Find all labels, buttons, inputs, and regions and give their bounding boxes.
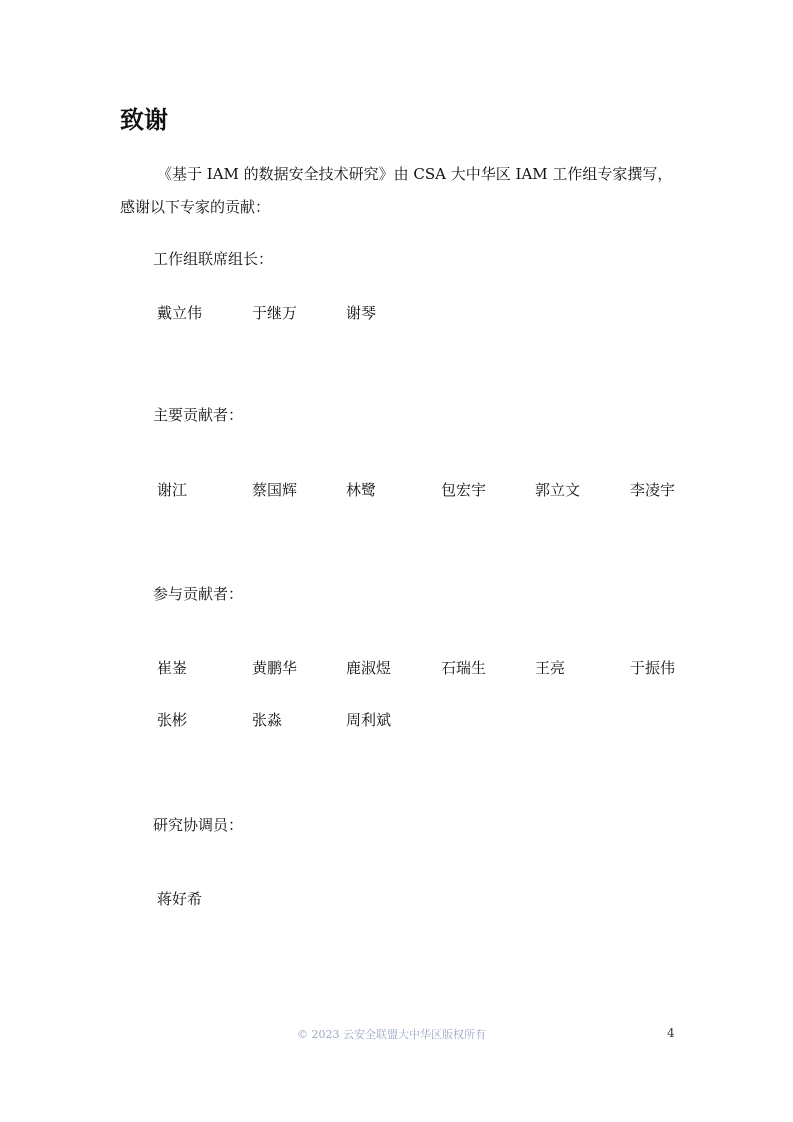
- contributor-name: 于振伟: [630, 659, 676, 677]
- contributor-name: 鹿淑煜: [346, 659, 392, 677]
- section-heading-co-chairs: 工作组联席组长：: [153, 250, 274, 268]
- contributor-name: 林鹭: [346, 481, 377, 499]
- contributor-name: 周利斌: [346, 711, 392, 729]
- contributor-name: 谢琴: [346, 304, 377, 322]
- footer-copyright: © 2023 云安全联盟大中华区版权所有: [297, 1028, 486, 1041]
- contributor-name: 戴立伟: [157, 304, 203, 322]
- contributor-name: 张淼: [252, 711, 283, 729]
- intro-line-1: 《基于 IAM 的数据安全技术研究》由 CSA 大中华区 IAM 工作组专家撰写，: [157, 165, 673, 183]
- contributor-name: 包宏宇: [441, 481, 487, 499]
- contributor-name: 黄鹏华: [252, 659, 298, 677]
- contributor-name: 郭立文: [535, 481, 581, 499]
- section-heading-participating-contributors: 参与贡献者：: [153, 585, 244, 603]
- contributor-name: 谢江: [157, 481, 188, 499]
- intro-line-2: 感谢以下专家的贡献：: [120, 198, 271, 216]
- contributor-name: 张彬: [157, 711, 188, 729]
- contributor-name: 于继万: [252, 304, 298, 322]
- page-number: 4: [667, 1026, 675, 1040]
- section-heading-main-contributors: 主要贡献者：: [153, 406, 244, 424]
- contributor-name: 李凌宇: [630, 481, 676, 499]
- contributor-name: 蔡国辉: [252, 481, 298, 499]
- contributor-name: 王亮: [535, 659, 566, 677]
- section-heading-research-coordinator: 研究协调员：: [153, 816, 244, 834]
- contributor-name: 石瑞生: [441, 659, 487, 677]
- page-title: 致谢: [120, 106, 168, 134]
- contributor-name: 蒋好希: [157, 890, 203, 908]
- contributor-name: 崔崟: [157, 659, 188, 677]
